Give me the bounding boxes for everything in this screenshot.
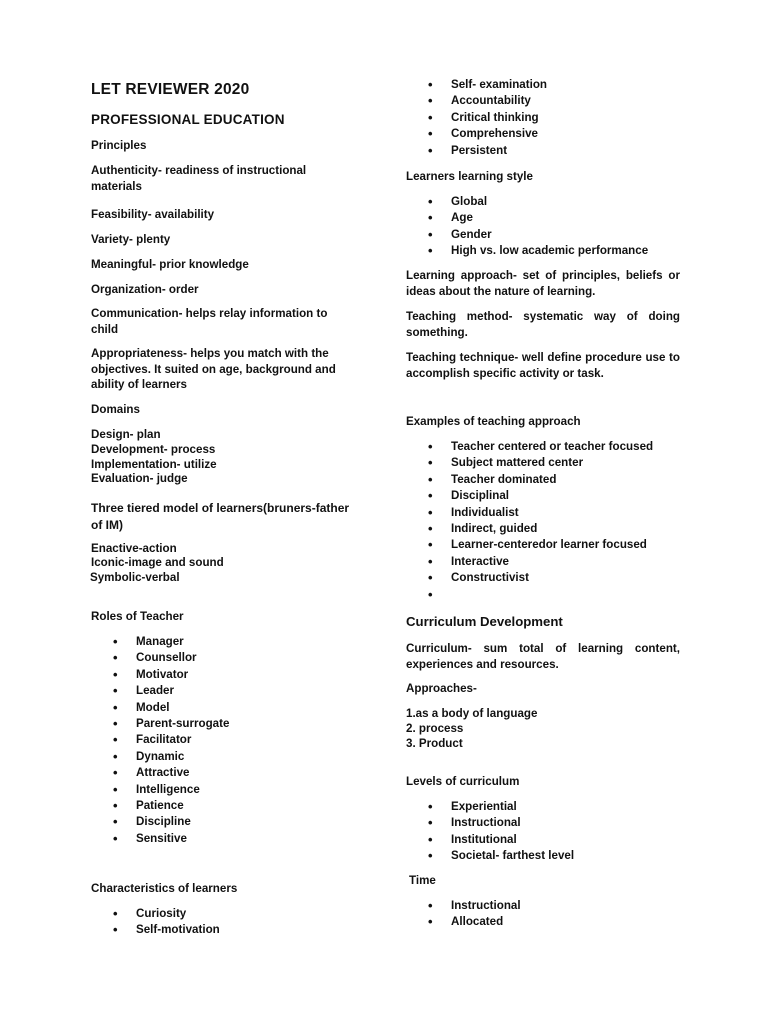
- list-item: • Counsellor: [91, 650, 229, 666]
- list-item: • Critical thinking: [406, 110, 547, 126]
- list-item: • Teacher dominated: [406, 472, 653, 488]
- list-item: • Discipline: [91, 814, 229, 830]
- tiered-item: Symbolic-verbal: [90, 571, 180, 584]
- list-item: • Global: [406, 194, 648, 210]
- tiered-model-heading: Three tiered model of learners(bruners-father of IM): [91, 501, 350, 532]
- domain-item: Implementation- utilize: [91, 458, 217, 471]
- domain-item: Development- process: [91, 443, 216, 456]
- examples-list: [406, 439, 653, 603]
- list-item: • Instructional: [406, 898, 521, 914]
- list-item: • Experiential: [406, 799, 574, 815]
- list-item: • Disciplinal: [406, 488, 653, 504]
- list-item: • Individualist: [406, 505, 653, 521]
- list-item: • High vs. low academic performance: [406, 243, 648, 259]
- domain-item: Design- plan: [91, 428, 161, 441]
- curriculum-heading: Curriculum Development: [406, 614, 563, 629]
- levels-heading: Levels of curriculum: [406, 775, 520, 788]
- principles-heading: Principles: [91, 139, 147, 152]
- time-heading: Time: [409, 874, 436, 887]
- tiered-item: Iconic-image and sound: [91, 556, 224, 569]
- list-item: • Curiosity: [91, 906, 220, 922]
- principle-item: Meaningful- prior knowledge: [91, 258, 249, 271]
- principle-item: Authenticity- readiness of instructional materials: [91, 164, 307, 193]
- principle-item: Organization- order: [91, 283, 199, 296]
- approach-item: 3. Product: [406, 737, 463, 750]
- characteristics-continued-list: [406, 77, 547, 159]
- time-list: [406, 898, 521, 931]
- document-title: LET REVIEWER 2020: [91, 81, 250, 98]
- list-item: • Attractive: [91, 765, 229, 781]
- list-item: • Instructional: [406, 815, 574, 831]
- tiered-item: Enactive-action: [91, 542, 177, 555]
- examples-heading: Examples of teaching approach: [406, 415, 581, 428]
- list-item: • Constructivist: [406, 570, 653, 586]
- list-item: • Societal- farthest level: [406, 848, 574, 864]
- section-title: PROFESSIONAL EDUCATION: [91, 112, 285, 127]
- roles-heading: Roles of Teacher: [91, 610, 184, 623]
- list-item: • Subject mattered center: [406, 455, 653, 471]
- list-item: • Indirect, guided: [406, 521, 653, 537]
- list-item: • Model: [91, 700, 229, 716]
- list-item: • Comprehensive: [406, 126, 547, 142]
- domain-item: Evaluation- judge: [91, 472, 188, 485]
- list-item: • Accountability: [406, 93, 547, 109]
- list-item: • Facilitator: [91, 732, 229, 748]
- list-item: • Parent-surrogate: [91, 716, 229, 732]
- principle-item: Variety- plenty: [91, 233, 171, 246]
- list-item: • Allocated: [406, 914, 521, 930]
- teaching-method-definition: Teaching method- systematic way of doing something.: [406, 310, 680, 339]
- roles-list: [91, 634, 229, 847]
- principle-item: Communication- helps relay information to child: [91, 307, 328, 336]
- learning-style-list: [406, 194, 648, 260]
- approaches-heading: Approaches-: [406, 682, 477, 695]
- characteristics-list: [91, 906, 220, 939]
- list-item: [406, 587, 653, 603]
- list-item: • Teacher centered or teacher focused: [406, 439, 653, 455]
- list-item: • Leader: [91, 683, 229, 699]
- list-item: • Patience: [91, 798, 229, 814]
- approach-item: 1.as a body of language: [406, 707, 538, 720]
- list-item: • Motivator: [91, 667, 229, 683]
- learning-approach-definition: Learning approach- set of principles, beliefs or ideas about the nature of learning.: [406, 269, 680, 298]
- list-item: • Self-motivation: [91, 922, 220, 938]
- curriculum-definition: Curriculum- sum total of learning content, experiences and resources.: [406, 642, 680, 671]
- list-item: • Persistent: [406, 143, 547, 159]
- teaching-technique-definition: Teaching technique- well define procedure use to accomplish specific activity or task.: [406, 351, 680, 380]
- domains-heading: Domains: [91, 403, 140, 416]
- list-item: • Institutional: [406, 832, 574, 848]
- list-item: • Intelligence: [91, 782, 229, 798]
- principle-item: Feasibility- availability: [91, 208, 215, 221]
- list-item: • Age: [406, 210, 648, 226]
- approach-item: 2. process: [406, 722, 464, 735]
- list-item: • Interactive: [406, 554, 653, 570]
- levels-list: [406, 799, 574, 865]
- list-item: • Self- examination: [406, 77, 547, 93]
- learning-style-heading: Learners learning style: [406, 170, 533, 183]
- list-item: • Dynamic: [91, 749, 229, 765]
- characteristics-heading: Characteristics of learners: [91, 882, 238, 895]
- list-item: • Gender: [406, 227, 648, 243]
- list-item: • Sensitive: [91, 831, 229, 847]
- principle-item: Appropriateness- helps you match with the objectives. It suited on age, background and ability of learners: [91, 347, 336, 391]
- list-item: • Manager: [91, 634, 229, 650]
- list-item: • Learner-centeredor learner focused: [406, 537, 653, 553]
